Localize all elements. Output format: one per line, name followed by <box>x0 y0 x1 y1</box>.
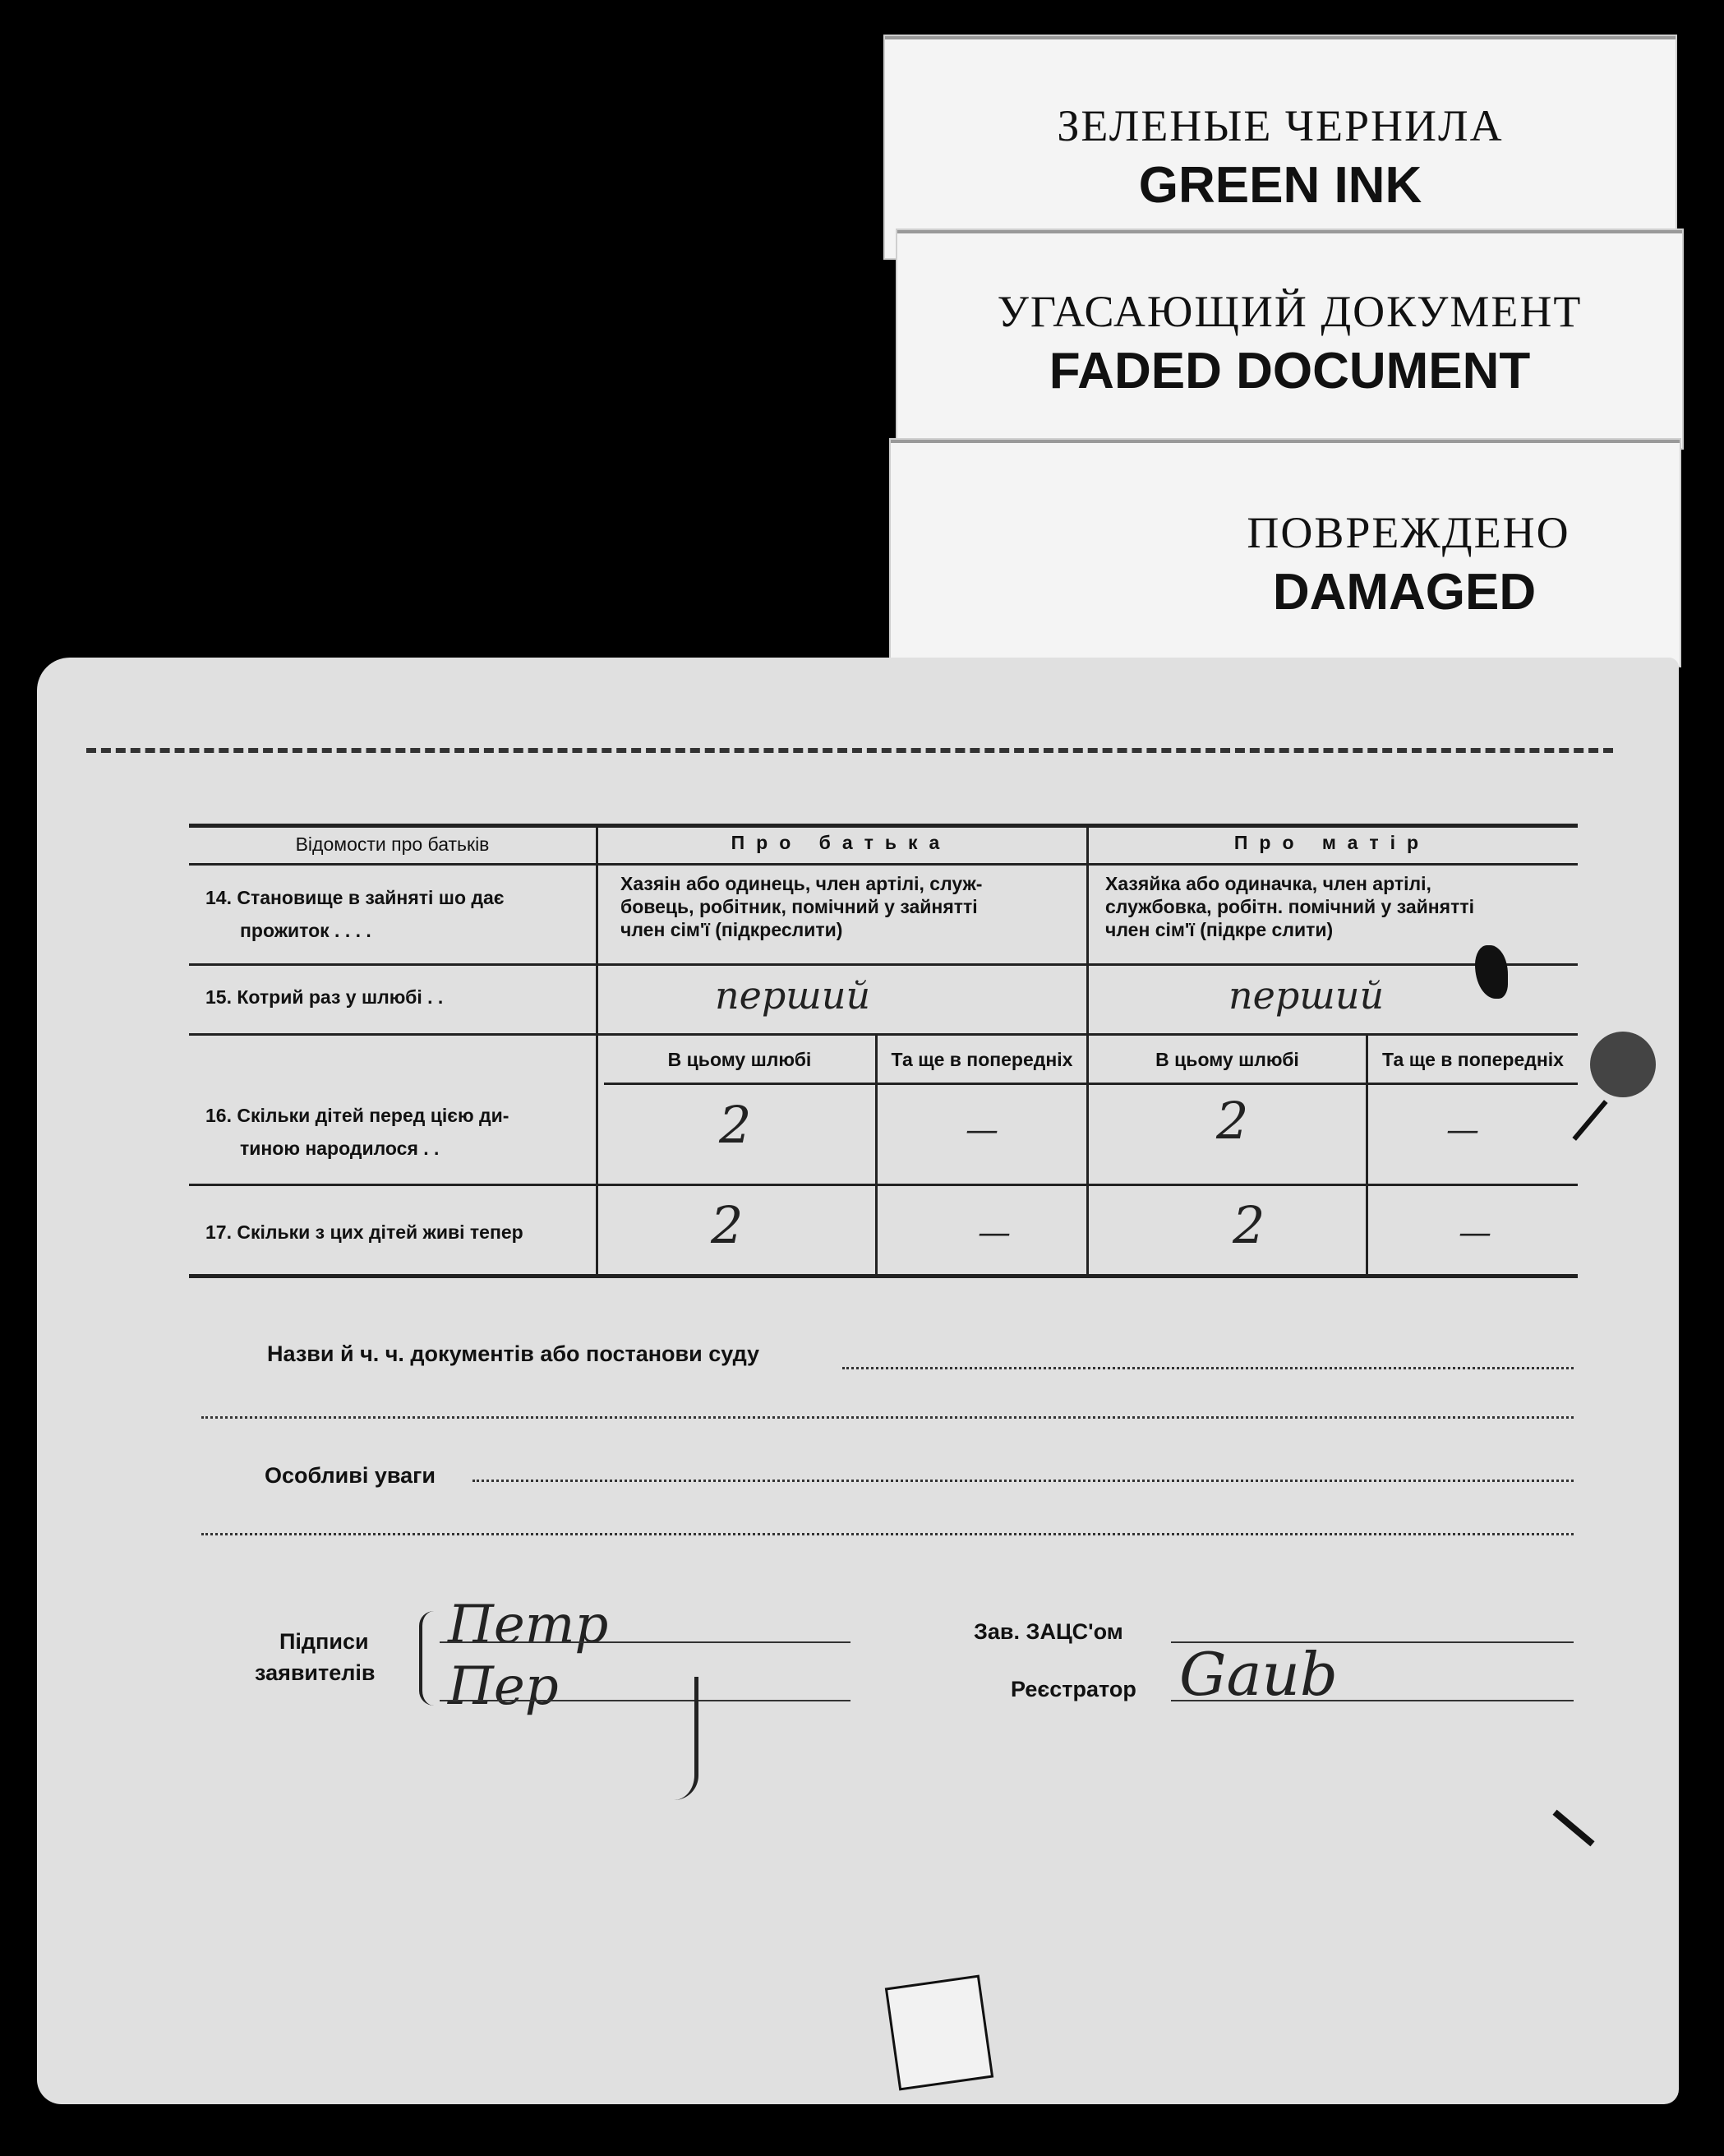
form-sheet <box>37 658 1679 2104</box>
table-rule <box>596 824 598 1276</box>
row15-label: 15. Котрий раз у шлюбі . . <box>205 986 444 1008</box>
label-ru-text: УГАСАЮЩИЙ ДОКУМЕНТ <box>997 287 1583 336</box>
label-ru-text: ПОВРЕЖДЕНО <box>1247 508 1570 557</box>
parents-table <box>189 824 1578 1278</box>
table-rule <box>189 963 1578 966</box>
label-en-text: GREEN INK <box>1138 157 1422 214</box>
perforation-line <box>86 748 1613 753</box>
row16-label-line2: тиною народилося . . <box>240 1138 440 1159</box>
row15-mother-value: перший <box>1228 973 1385 1018</box>
label-damaged <box>889 438 1681 667</box>
documents-line <box>842 1367 1574 1369</box>
table-rule <box>189 1184 1578 1186</box>
row14-mother-line2: службовка, робітн. помічний у зайнятті <box>1105 896 1475 917</box>
torn-patch <box>885 1975 993 2091</box>
row16-father-this: 2 <box>719 1095 752 1155</box>
head-label: Зав. ЗАЦС'ом <box>974 1619 1123 1644</box>
remarks-line <box>472 1480 1574 1482</box>
row16-mother-prev: — <box>1446 1111 1479 1149</box>
row16-label-line1: 16. Скільки дітей перед цією ди- <box>205 1105 509 1126</box>
label-en-text: DAMAGED <box>1272 564 1537 621</box>
remarks-line-2 <box>201 1533 1574 1535</box>
row17-father-this: 2 <box>711 1195 744 1255</box>
signatures-label-line1: Підписи <box>279 1629 369 1654</box>
table-rule <box>189 863 1578 866</box>
row14-label-line2: прожиток . . . . <box>240 920 371 941</box>
registrar-signature: Gaub <box>1179 1640 1338 1709</box>
header-parents: Відомости про батьків <box>295 833 490 855</box>
row17-father-prev: — <box>978 1214 1011 1252</box>
applicant-signature-1: Петр <box>448 1595 609 1655</box>
row14-label-line1: 14. Становище в зайняті шо дає <box>205 887 505 908</box>
subheader-mother-prev: Та ще в попередніх <box>1382 1049 1564 1070</box>
label-ru-text: ЗЕЛЕНЫЕ ЧЕРНИЛА <box>1057 101 1504 150</box>
damage-crack <box>1552 1810 1594 1847</box>
row17-mother-prev: — <box>1459 1214 1491 1252</box>
row14-father-line2: бовець, робітник, помічний у зайнятті <box>620 896 978 917</box>
header-mother: Про матір <box>1233 832 1431 853</box>
signature-brace <box>419 1611 437 1706</box>
row14-mother-line3: член сім'ї (підкре слити) <box>1105 919 1334 940</box>
damage-stain <box>1590 1032 1656 1097</box>
remarks-label: Особливі уваги <box>265 1463 436 1488</box>
row16-mother-this: 2 <box>1216 1091 1249 1151</box>
label-faded-document <box>896 229 1684 450</box>
table-rule <box>604 1083 1578 1085</box>
subheader-father-prev: Та ще в попередніх <box>891 1049 1073 1070</box>
row14-father-line1: Хазяін або одинець, член артілі, служ- <box>620 873 983 894</box>
subheader-mother-this: В цьому шлюбі <box>1155 1049 1299 1070</box>
signature-line-1 <box>440 1641 850 1643</box>
documents-line-2 <box>201 1416 1574 1419</box>
row17-label: 17. Скільки з цих дітей живі тепер <box>205 1221 523 1243</box>
signature-flourish <box>661 1677 698 1800</box>
signatures-label-line2: заявителів <box>255 1660 376 1685</box>
row15-father-value: перший <box>715 973 871 1018</box>
row14-father-line3: член сім'ї (підкреслити) <box>620 919 843 940</box>
registrar-label: Реєстратор <box>1011 1677 1136 1701</box>
header-father: Про батька <box>731 832 952 853</box>
label-en-text: FADED DOCUMENT <box>1049 343 1531 399</box>
applicant-signature-2: Пер <box>448 1656 559 1717</box>
table-rule <box>189 1033 1578 1036</box>
table-rule <box>189 824 1578 828</box>
row17-mother-this: 2 <box>1233 1195 1265 1255</box>
table-rule <box>189 1274 1578 1278</box>
subheader-father-this: В цьому шлюбі <box>667 1049 812 1070</box>
registrar-line <box>1171 1700 1574 1701</box>
row14-mother-line1: Хазяйка або одиначка, член артілі, <box>1105 873 1431 894</box>
label-green-ink <box>883 35 1677 260</box>
documents-label: Назви й ч. ч. документів або постанови суду <box>267 1341 760 1366</box>
row16-father-prev: — <box>966 1111 998 1149</box>
signature-line-2 <box>440 1700 850 1701</box>
